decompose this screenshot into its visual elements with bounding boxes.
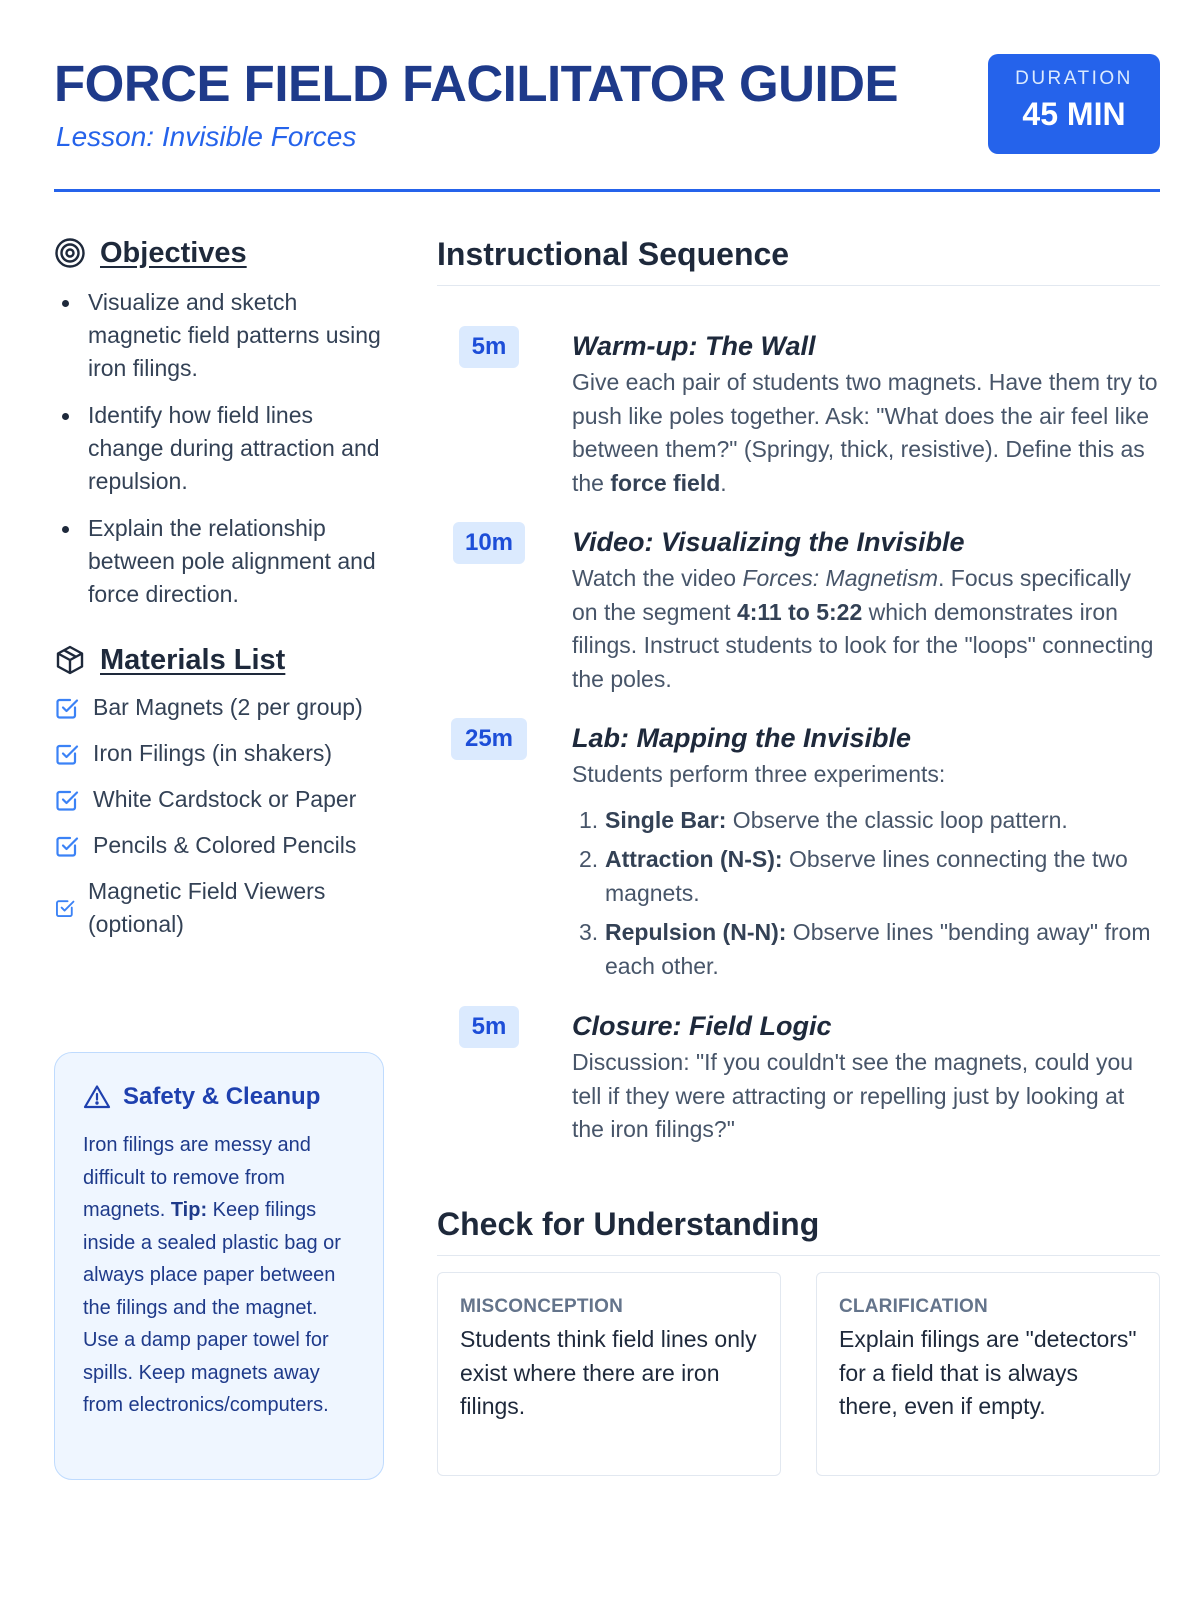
experiment-text: Observe lines "bending away" from each other. bbox=[605, 919, 1151, 979]
step-title: Warm-up: The Wall bbox=[572, 331, 816, 361]
step-text-part: . bbox=[720, 469, 727, 496]
step-title: Closure: Field Logic bbox=[572, 1011, 832, 1041]
safety-header bbox=[83, 1079, 357, 1115]
box-icon bbox=[54, 644, 86, 676]
sequence-step bbox=[437, 522, 1160, 718]
objectives-header bbox=[54, 230, 384, 276]
objective-item: Visualize and sketch magnetic field patterns using iron filings. bbox=[54, 286, 384, 385]
step-description bbox=[572, 562, 1160, 696]
step-text-bold: force field bbox=[610, 469, 721, 496]
card-label: CLARIFICATION bbox=[839, 1296, 988, 1317]
check-cards bbox=[437, 1272, 1160, 1476]
lesson-subtitle: Lesson: Invisible Forces bbox=[56, 121, 357, 152]
experiment-text: Observe the classic loop pattern. bbox=[726, 806, 1068, 833]
checkbox-checked-icon bbox=[54, 787, 80, 813]
objective-item: Explain the relationship between pole alignment and force direction. bbox=[54, 512, 384, 611]
page-title: FORCE FIELD FACILITATOR GUIDE bbox=[54, 55, 898, 112]
material-label: Bar Magnets (2 per group) bbox=[93, 694, 363, 720]
step-text-part: Watch the video bbox=[572, 565, 743, 591]
safety-tip-label: Tip: bbox=[170, 1199, 208, 1221]
experiment-number: 2. bbox=[579, 846, 599, 872]
step-description: Students perform three experiments: bbox=[572, 761, 946, 787]
step-description: Discussion: "If you couldn't see the magnets, could you tell if they were attracting or repelling just by looking at the iron filings?" bbox=[572, 1049, 1134, 1142]
time-badge: 5m bbox=[459, 1006, 519, 1048]
sequence-steps bbox=[437, 326, 1160, 1156]
material-label: White Cardstock or Paper bbox=[93, 786, 357, 812]
safety-text-part: Iron filings are messy and difficult to remove from magnets. bbox=[83, 1134, 311, 1221]
checkbox-checked-icon bbox=[54, 833, 80, 859]
step-title: Video: Visualizing the Invisible bbox=[572, 527, 965, 557]
experiment-item bbox=[572, 843, 1160, 910]
card-text: Explain filings are "detectors" for a field that is always there, even if empty. bbox=[839, 1326, 1137, 1419]
duration-label: DURATION bbox=[1015, 68, 1133, 89]
check-heading: Check for Understanding bbox=[437, 1200, 1160, 1256]
checkbox-checked-icon bbox=[54, 897, 76, 919]
misconception-card bbox=[437, 1272, 781, 1476]
step-text-part: . Focus specifically on the segment bbox=[572, 565, 1132, 625]
target-icon bbox=[54, 237, 86, 269]
material-item bbox=[54, 829, 384, 862]
materials-header bbox=[54, 637, 384, 683]
card-label: MISCONCEPTION bbox=[460, 1296, 624, 1317]
experiment-label: Single Bar: bbox=[605, 806, 727, 833]
safety-title: Safety & Cleanup bbox=[123, 1083, 321, 1110]
experiment-number: 3. bbox=[579, 919, 599, 945]
safety-text bbox=[83, 1129, 357, 1422]
right-column bbox=[437, 230, 1160, 1156]
material-item bbox=[54, 875, 384, 941]
material-item bbox=[54, 691, 384, 724]
left-column bbox=[54, 230, 384, 954]
experiment-label: Attraction (N-S): bbox=[605, 846, 783, 872]
time-badge: 5m bbox=[459, 326, 519, 368]
experiment-number: 1. bbox=[579, 806, 599, 833]
checkbox-checked-icon bbox=[54, 741, 80, 767]
experiment-item bbox=[572, 916, 1160, 983]
step-text-part: which demonstrates iron filings. Instruct students to look for the "loops" connecting the poles. bbox=[572, 598, 1154, 692]
objective-item: Identify how field lines change during attraction and repulsion. bbox=[54, 399, 384, 498]
card-text: Students think field lines only exist where there are iron filings. bbox=[460, 1326, 757, 1419]
sequence-step bbox=[437, 326, 1160, 522]
step-text-bold: 4:11 to 5:22 bbox=[736, 598, 863, 625]
step-text-part: Give each pair of students two magnets. Have them try to push like poles together. Ask: "What does the air feel like between them?" (Springy, thick, resistive). Define this as the bbox=[572, 369, 1158, 496]
sequence-step bbox=[437, 718, 1160, 1006]
time-badge: 10m bbox=[453, 522, 525, 564]
sequence-step bbox=[437, 1006, 1160, 1156]
safety-text-part: Keep filings inside a sealed plastic bag or always place paper between the filings and the magnet. Use a damp paper towel for spills. Keep magnets away from electronics/computers. bbox=[83, 1199, 341, 1416]
check-for-understanding bbox=[437, 1200, 1160, 1476]
objectives-list bbox=[54, 286, 384, 611]
experiment-list bbox=[572, 804, 1160, 984]
step-title: Lab: Mapping the Invisible bbox=[572, 723, 912, 753]
sequence-heading: Instructional Sequence bbox=[437, 230, 1160, 286]
materials-title: Materials List bbox=[100, 643, 286, 676]
experiment-label: Repulsion (N-N): bbox=[605, 919, 787, 945]
experiment-text: Observe lines connecting the two magnets. bbox=[605, 846, 1128, 906]
clarification-card bbox=[816, 1272, 1160, 1476]
duration-value: 45 MIN bbox=[1022, 96, 1126, 132]
material-label: Pencils & Colored Pencils bbox=[93, 832, 357, 858]
safety-callout bbox=[54, 1052, 384, 1480]
warning-triangle-icon bbox=[83, 1083, 111, 1111]
page-header bbox=[54, 54, 1160, 192]
material-label: Magnetic Field Viewers (optional) bbox=[88, 878, 326, 937]
duration-badge bbox=[988, 54, 1160, 154]
materials-list bbox=[54, 691, 384, 941]
checkbox-checked-icon bbox=[54, 695, 80, 721]
material-item bbox=[54, 783, 384, 816]
step-text-italic: Forces: Magnetism bbox=[742, 565, 939, 591]
objectives-title: Objectives bbox=[100, 236, 247, 269]
material-label: Iron Filings (in shakers) bbox=[93, 740, 333, 766]
experiment-item bbox=[572, 804, 1160, 838]
material-item bbox=[54, 737, 384, 770]
step-description bbox=[572, 366, 1160, 500]
time-badge: 25m bbox=[451, 718, 527, 760]
